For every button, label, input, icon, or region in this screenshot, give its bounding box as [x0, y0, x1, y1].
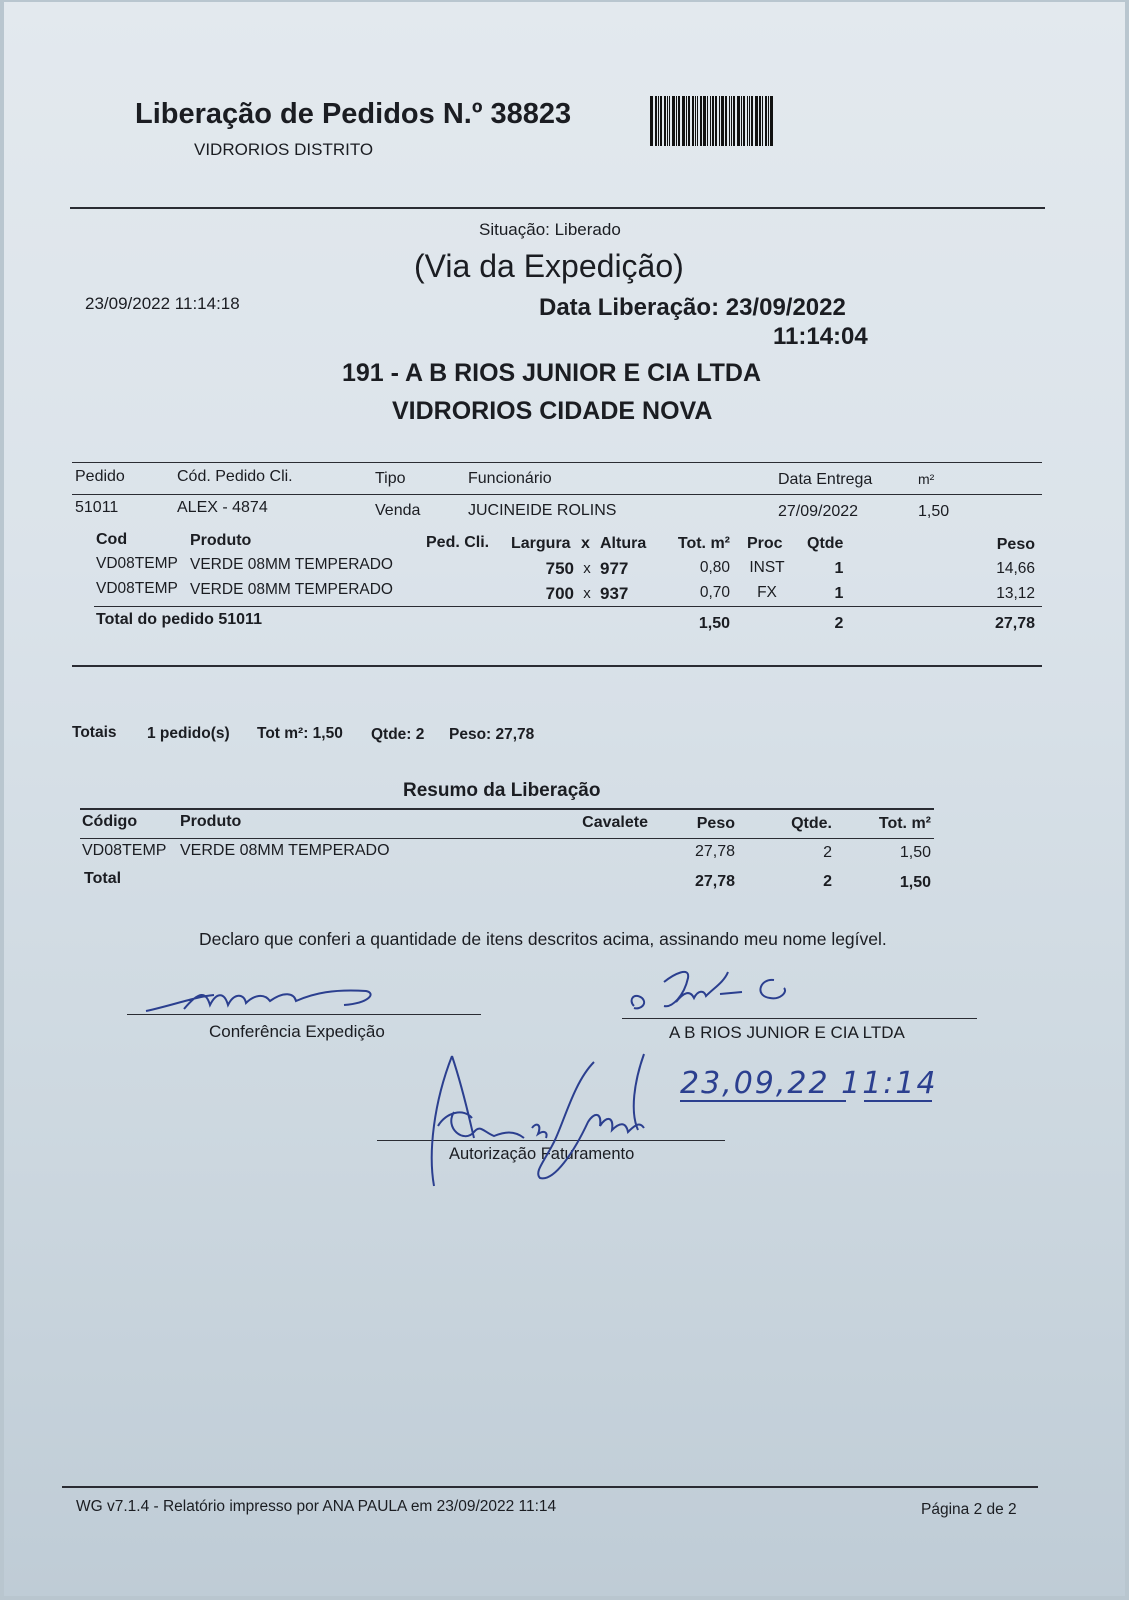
signature-cliente-icon [624, 962, 824, 1022]
item-produto: VERDE 08MM TEMPERADO [190, 556, 393, 573]
barcode-bar [715, 96, 717, 146]
barcode-bar [712, 96, 714, 146]
barcode-bar [703, 96, 706, 146]
summary-qtde: 2 [823, 844, 832, 861]
col-m2: m² [918, 471, 935, 487]
order-bottom-rule [72, 665, 1042, 667]
col-funcionario: Funcionário [468, 470, 552, 487]
summary-col-peso: Peso [696, 815, 735, 832]
barcode-bar [707, 96, 708, 146]
summary-header-rule [80, 838, 934, 839]
item-peso: 14,66 [996, 560, 1035, 577]
copy-label: (Via da Expedição) [414, 248, 684, 284]
col-pedido: Pedido [75, 468, 125, 485]
summary-col-codigo: Código [82, 813, 138, 830]
header-divider [70, 207, 1045, 209]
order-total-rule [94, 606, 1042, 607]
item-tot-m2: 0,70 [699, 584, 730, 601]
footer-left: WG v7.1.4 - Relatório impresso por ANA PAULA em 23/09/2022 11:14 [76, 1498, 557, 1515]
col-data-entrega: Data Entrega [778, 471, 873, 488]
barcode-bar [697, 96, 698, 146]
order-funcionario: JUCINEIDE ROLINS [468, 502, 617, 519]
barcode-bar [751, 96, 753, 146]
totals-m2: Tot m²: 1,50 [257, 725, 343, 742]
barcode-bar [676, 96, 677, 146]
barcode-bar [770, 96, 773, 146]
barcode-bar [688, 96, 690, 146]
barcode-bar [650, 96, 653, 146]
order-pedido: 51011 [75, 499, 119, 516]
barcode-bar [669, 96, 670, 146]
document-subtitle: VIDRORIOS DISTRITO [194, 140, 374, 159]
order-tipo: Venda [375, 502, 421, 519]
barcode-bar [733, 96, 735, 146]
item-col-altura: Altura [600, 535, 647, 552]
item-qtde: 1 [834, 560, 844, 577]
declaration-text: Declaro que conferi a quantidade de itens descritos acima, assinando meu nome legível. [199, 929, 887, 949]
barcode-bar [765, 96, 767, 146]
item-col-qtde: Qtde [807, 535, 844, 552]
barcode-bar [695, 96, 696, 146]
summary-col-tot-m2: Tot. m² [878, 815, 931, 832]
item-altura: 977 [600, 559, 629, 578]
summary-produto: VERDE 08MM TEMPERADO [180, 842, 390, 859]
barcode-bar [755, 96, 758, 146]
summary-total-label: Total [84, 870, 122, 887]
barcode-bar [743, 96, 745, 146]
item-tot-m2: 0,80 [699, 559, 730, 576]
order-total-peso: 27,78 [994, 615, 1035, 632]
item-cod: VD08TEMP [96, 580, 178, 597]
order-header-rule [72, 494, 1042, 495]
totals-pedidos: 1 pedido(s) [147, 725, 230, 742]
handwritten-datetime: 23,09,22 11:14 [680, 1066, 938, 1101]
barcode-bar [749, 96, 750, 146]
item-col-x: x [581, 535, 590, 552]
item-proc: FX [757, 584, 777, 601]
barcode-bar [686, 96, 687, 146]
release-time: 11:14:04 [773, 323, 868, 350]
item-produto: VERDE 08MM TEMPERADO [190, 581, 393, 598]
summary-total-m2: 1,50 [899, 874, 931, 891]
barcode-bar [672, 96, 675, 146]
item-cod: VD08TEMP [96, 555, 178, 572]
summary-col-cavalete: Cavalete [582, 814, 648, 831]
release-date: Data Liberação: 23/09/2022 [539, 294, 846, 321]
barcode-bar [719, 96, 720, 146]
item-x: x [583, 585, 591, 602]
barcode-bar [768, 96, 769, 146]
barcode-bar [658, 96, 659, 146]
barcode-bar [655, 96, 657, 146]
summary-col-qtde: Qtde. [791, 815, 832, 832]
order-total-m2: 1,50 [698, 615, 730, 632]
summary-total-qtde: 2 [823, 873, 832, 890]
barcode-bar [700, 96, 702, 146]
item-qtde: 1 [834, 585, 844, 602]
summary-col-produto: Produto [180, 813, 242, 830]
item-col-cod: Cod [96, 531, 128, 548]
signature-autorizacao-icon [424, 1052, 684, 1192]
totals-peso: Peso: 27,78 [449, 726, 535, 743]
item-peso: 13,12 [996, 585, 1035, 602]
item-largura: 700 [545, 584, 574, 603]
document-page [4, 2, 1125, 1596]
item-altura: 937 [600, 584, 629, 603]
print-datetime: 23/09/2022 11:14:18 [85, 294, 240, 313]
footer-rule [62, 1486, 1038, 1488]
barcode-bar [664, 96, 666, 146]
barcode-bar [710, 96, 711, 146]
summary-title: Resumo da Liberação [403, 780, 601, 801]
barcode-bar [747, 96, 748, 146]
barcode-icon [650, 96, 820, 146]
col-cod-pedido-cli: Cód. Pedido Cli. [177, 468, 293, 485]
barcode-bar [721, 96, 724, 146]
item-x: x [583, 560, 591, 577]
col-tipo: Tipo [375, 470, 406, 487]
order-cod-pedido-cli: ALEX - 4874 [177, 499, 268, 516]
client-branch: VIDRORIOS CIDADE NOVA [392, 397, 713, 425]
barcode-bar [682, 96, 685, 146]
page-number: Página 2 de 2 [921, 1501, 1017, 1518]
order-total-label: Total do pedido 51011 [96, 611, 262, 628]
barcode-bar [759, 96, 761, 146]
signature-label-autorizacao: Autorização Faturamento [449, 1145, 635, 1163]
item-proc: INST [749, 559, 785, 576]
order-top-rule [72, 462, 1042, 463]
signature-conferencia-icon [144, 987, 384, 1017]
order-total-qtde: 2 [834, 615, 844, 632]
barcode-bar [692, 96, 694, 146]
totals-qtde: Qtde: 2 [371, 726, 425, 743]
summary-tot-m2: 1,50 [899, 844, 931, 861]
client-name: 191 - A B RIOS JUNIOR E CIA LTDA [342, 359, 762, 387]
item-col-ped-cli: Ped. Cli. [426, 534, 490, 551]
status-text: Situação: Liberado [479, 220, 621, 239]
item-col-peso: Peso [996, 536, 1035, 553]
barcode-bar [660, 96, 662, 146]
document-title: Liberação de Pedidos N.º 38823 [135, 98, 572, 130]
barcode-bar [725, 96, 727, 146]
item-col-produto: Produto [190, 532, 252, 549]
barcode-bar [737, 96, 740, 146]
barcode-bar [678, 96, 680, 146]
barcode-bar [731, 96, 732, 146]
order-m2: 1,50 [918, 503, 950, 520]
summary-peso: 27,78 [694, 843, 735, 860]
totals-label: Totais [72, 724, 117, 741]
signature-label-conferencia: Conferência Expedição [209, 1022, 385, 1041]
item-col-proc: Proc [747, 535, 783, 552]
barcode-bar [762, 96, 763, 146]
barcode-bar [741, 96, 742, 146]
barcode-bar [729, 96, 730, 146]
handwritten-date-underline [680, 1100, 846, 1102]
signature-label-cliente: A B RIOS JUNIOR E CIA LTDA [669, 1023, 905, 1042]
summary-top-rule [80, 808, 934, 810]
order-data-entrega: 27/09/2022 [778, 503, 859, 520]
item-col-tot-m2: Tot. m² [677, 535, 730, 552]
summary-codigo: VD08TEMP [82, 842, 167, 859]
barcode-bar [667, 96, 668, 146]
item-col-largura: Largura [511, 535, 571, 552]
handwritten-time-underline [864, 1100, 932, 1102]
item-largura: 750 [545, 559, 574, 578]
summary-total-peso: 27,78 [694, 873, 735, 890]
